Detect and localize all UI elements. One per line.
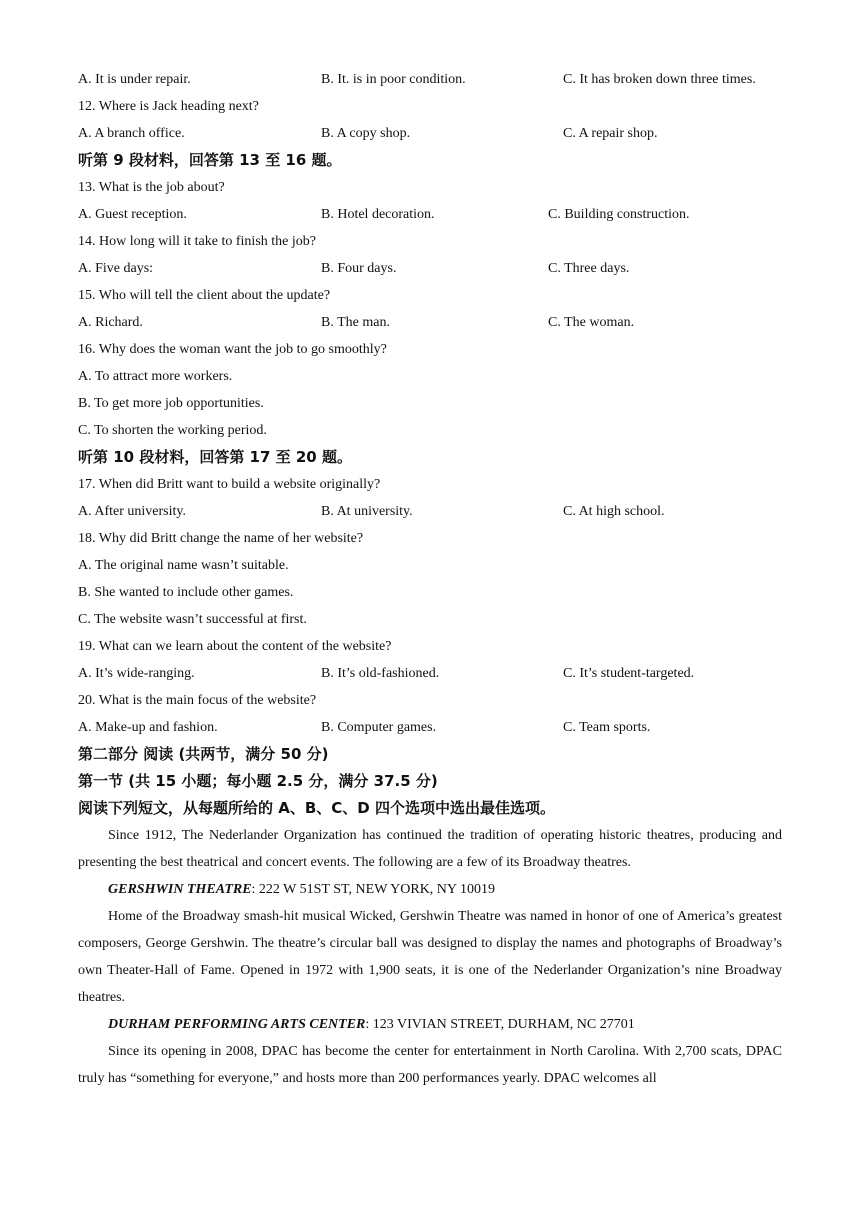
q17-option-c: C. At high school. [563, 504, 665, 519]
q16-option-a: A. To attract more workers. [78, 369, 233, 384]
q18-option-b: B. She wanted to include other games. [78, 585, 294, 600]
q16-option-b: B. To get more job opportunities. [78, 396, 264, 411]
exam-page [78, 66, 782, 1092]
q19-option-b: B. It’s old-fashioned. [321, 666, 440, 681]
q13-option-b: B. Hotel decoration. [321, 207, 435, 222]
gershwin-heading [78, 876, 782, 903]
q14-option-b: B. Four days. [321, 261, 397, 276]
q19-options [78, 660, 782, 687]
q12-option-b: B. A copy shop. [321, 126, 411, 141]
q20-question: 20. What is the main focus of the website? [78, 693, 317, 708]
q13-option-c: C. Building construction. [548, 207, 690, 222]
durham-heading [78, 1011, 782, 1038]
reading-instruction: 阅读下列短文，从每题所给的 A、B、C、D 四个选项中选出最佳选项。 [78, 799, 555, 817]
q18-question: 18. Why did Britt change the name of her website? [78, 531, 364, 546]
q18-option-c: C. The website wasn’t successful at first. [78, 612, 307, 627]
q20-option-c: C. Team sports. [563, 720, 651, 735]
q15-option-b: B. The man. [321, 315, 390, 330]
q19-option-c: C. It’s student-targeted. [563, 666, 695, 681]
q18-option-a: A. The original name wasn’t suitable. [78, 558, 289, 573]
q12-options [78, 120, 782, 147]
q15-option-a: A. Richard. [78, 315, 143, 330]
q12-option-c: C. A repair shop. [563, 126, 658, 141]
q14-option-c: C. Three days. [548, 261, 630, 276]
q14-option-a: A. Five days: [78, 261, 154, 276]
section-9-heading: 听第 9 段材料，回答第 13 至 16 题。 [78, 151, 342, 169]
part-2-heading: 第二部分 阅读 (共两节，满分 50 分) [78, 745, 329, 763]
q19-option-a: A. It’s wide-ranging. [78, 666, 195, 681]
gershwin-paragraph: Home of the Broadway smash-hit musical Wicked, Gershwin Theatre was named in honor of one of America’s greatest composers, George Gershwin. The theatre’s circular ball was designed to display the names and photographs of Broadway’s own Theater-Hall of Fame. Opened in 1972 with 1,900 seats, it is one of the Nederlander Organization’s nine Broadway theatres. [78, 909, 782, 1005]
q12-option-a: A. A branch office. [78, 126, 185, 141]
q20-options [78, 714, 782, 741]
q17-option-a: A. After university. [78, 504, 186, 519]
q15-options [78, 309, 782, 336]
section-1-heading: 第一节 (共 15 小题；每小题 2.5 分，满分 37.5 分) [78, 772, 438, 790]
gershwin-name: GERSHWIN THEATRE [108, 882, 252, 897]
q14-question: 14. How long will it take to finish the job? [78, 234, 316, 249]
q19-question: 19. What can we learn about the content of the website? [78, 639, 392, 654]
q15-option-c: C. The woman. [548, 315, 635, 330]
q20-option-b: B. Computer games. [321, 720, 437, 735]
q16-option-c: C. To shorten the working period. [78, 423, 267, 438]
q11-option-c: C. It has broken down three times. [563, 72, 756, 87]
q15-question: 15. Who will tell the client about the update? [78, 288, 331, 303]
q13-question: 13. What is the job about? [78, 180, 225, 195]
q11-option-a: A. It is under repair. [78, 72, 191, 87]
q17-options [78, 498, 782, 525]
q14-options [78, 255, 782, 282]
durham-paragraph: Since its opening in 2008, DPAC has become the center for entertainment in North Carolina. With 2,700 scats, DPAC truly has “something for everyone,” and hosts more than 200 performances yearly. DPAC welcomes all [78, 1044, 782, 1086]
passage-intro: Since 1912, The Nederlander Organization has continued the tradition of operating historic theatres, producing and presenting the best theatrical and concert events. The following are a few of its Broadway theatres. [78, 828, 782, 870]
durham-name: DURHAM PERFORMING ARTS CENTER [108, 1017, 366, 1032]
q11-options [78, 66, 782, 93]
q20-option-a: A. Make-up and fashion. [78, 720, 218, 735]
q16-question: 16. Why does the woman want the job to go smoothly? [78, 342, 387, 357]
durham-address: : 123 VIVIAN STREET, DURHAM, NC 27701 [365, 1017, 635, 1032]
q13-options [78, 201, 782, 228]
q17-question: 17. When did Britt want to build a website originally? [78, 477, 381, 492]
q17-option-b: B. At university. [321, 504, 413, 519]
q12-question: 12. Where is Jack heading next? [78, 99, 259, 114]
q13-option-a: A. Guest reception. [78, 207, 187, 222]
section-10-heading: 听第 10 段材料，回答第 17 至 20 题。 [78, 448, 352, 466]
q11-option-b: B. It. is in poor condition. [321, 72, 466, 87]
gershwin-address: : 222 W 51ST ST, NEW YORK, NY 10019 [251, 882, 496, 897]
